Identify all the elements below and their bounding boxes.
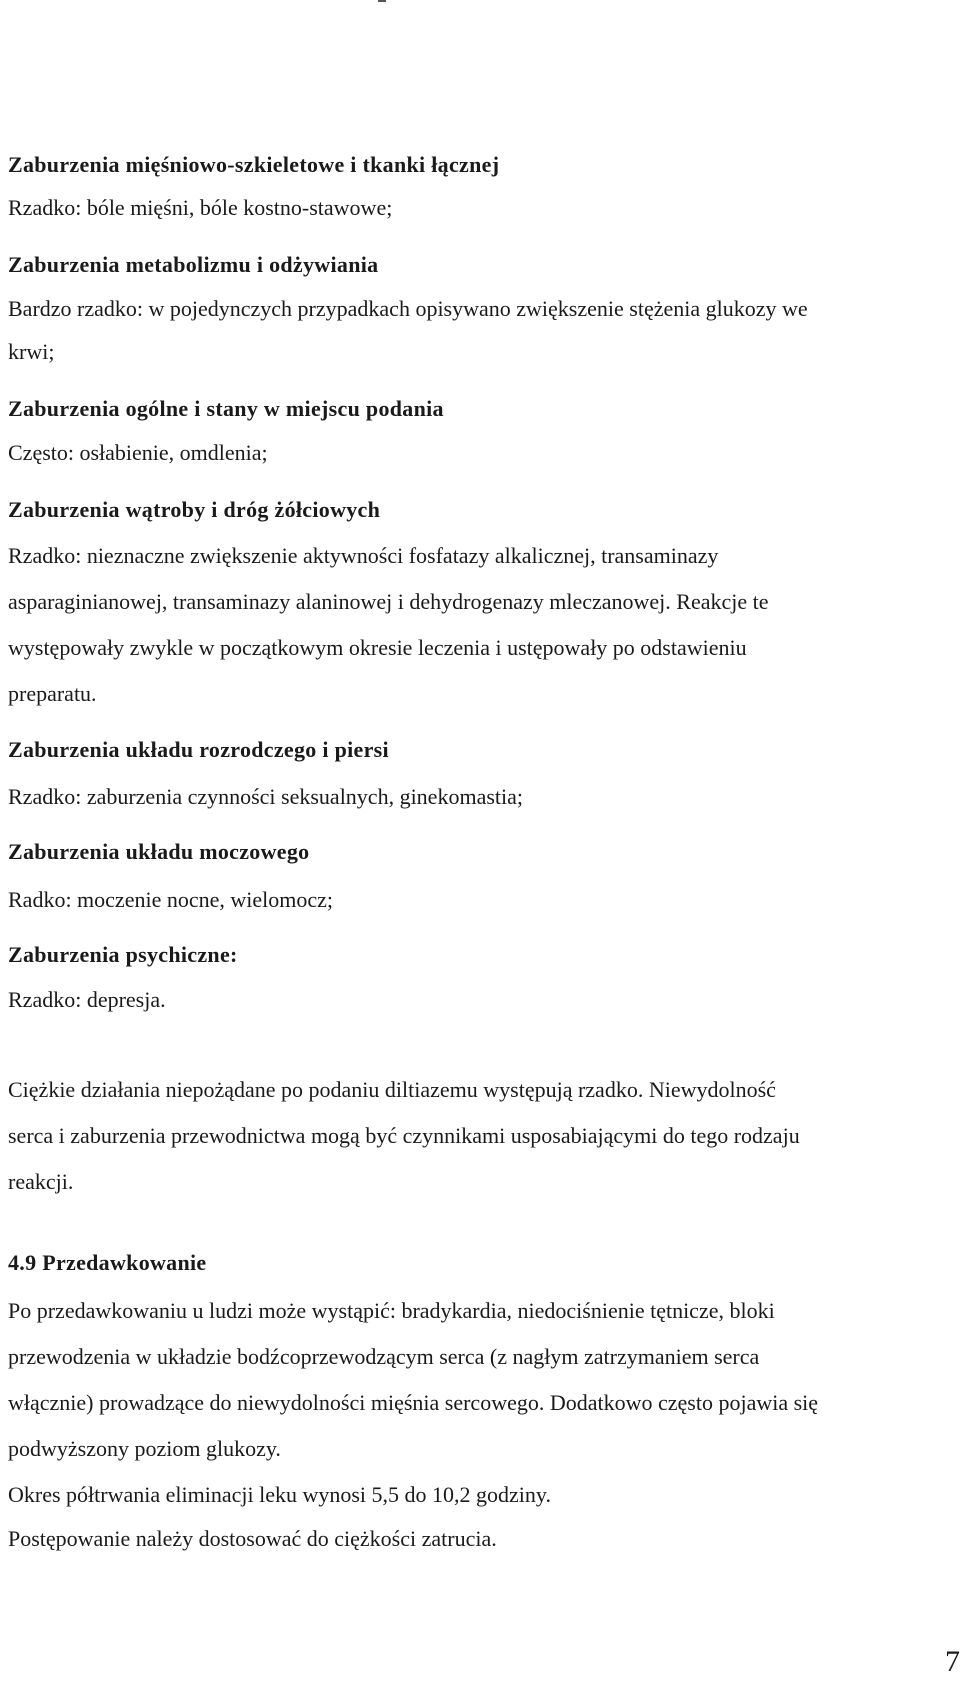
overdose-text-2: przewodzenia w układzie bodźcoprzewodzącym serca (z nagłym zatrzymaniem serca bbox=[8, 1344, 760, 1369]
page-number: 7 bbox=[945, 1645, 960, 1678]
overdose-heading: 4.9 Przedawkowanie bbox=[8, 1250, 207, 1275]
severe-paragraph-line-1: Ciężkie działania niepożądane po podaniu diltiazemu występują rzadko. Niewydolność bbox=[8, 1077, 776, 1102]
section-text-liver-4: preparatu. bbox=[8, 681, 97, 706]
section-text-metabolism-2: krwi; bbox=[8, 339, 55, 364]
section-heading-reproductive: Zaburzenia układu rozrodczego i piersi bbox=[8, 737, 389, 762]
section-heading-urinary: Zaburzenia układu moczowego bbox=[8, 839, 310, 864]
section-text-liver-1: Rzadko: nieznaczne zwiększenie aktywności fosfatazy alkalicznej, transaminazy bbox=[8, 543, 719, 568]
section-heading-metabolism: Zaburzenia metabolizmu i odżywiania bbox=[8, 252, 379, 277]
overdose-text-3: włącznie) prowadzące do niewydolności mięśnia sercowego. Dodatkowo często pojawia się bbox=[8, 1390, 819, 1415]
section-heading-psychiatric: Zaburzenia psychiczne: bbox=[8, 942, 238, 967]
section-text-musculoskeletal: Rzadko: bóle mięśni, bóle kostno-stawowe; bbox=[8, 195, 393, 220]
overdose-text-1: Po przedawkowaniu u ludzi może wystąpić: bradykardia, niedociśnienie tętnicze, bloki bbox=[8, 1298, 775, 1323]
section-text-metabolism-1: Bardzo rzadko: w pojedynczych przypadkach opisywano zwiększenie stężenia glukozy we bbox=[8, 296, 808, 321]
section-text-urinary: Radko: moczenie nocne, wielomocz; bbox=[8, 887, 333, 912]
section-text-general: Często: osłabienie, omdlenia; bbox=[8, 440, 268, 465]
section-text-psychiatric: Rzadko: depresja. bbox=[8, 987, 166, 1012]
severe-paragraph-line-2: serca i zaburzenia przewodnictwa mogą być czynnikami usposabiającymi do tego rodzaju bbox=[8, 1123, 800, 1148]
section-heading-general: Zaburzenia ogólne i stany w miejscu podania bbox=[8, 396, 444, 421]
section-heading-musculoskeletal: Zaburzenia mięśniowo-szkieletowe i tkanki łącznej bbox=[8, 152, 500, 177]
overdose-text-4: podwyższony poziom glukozy. bbox=[8, 1436, 281, 1461]
severe-paragraph-line-3: reakcji. bbox=[8, 1169, 74, 1194]
overdose-text-6: Postępowanie należy dostosować do ciężkości zatrucia. bbox=[8, 1526, 497, 1551]
scan-mark bbox=[378, 0, 386, 2]
section-text-liver-3: występowały zwykle w początkowym okresie leczenia i ustępowały po odstawieniu bbox=[8, 635, 747, 660]
overdose-text-5: Okres półtrwania eliminacji leku wynosi 5,5 do 10,2 godziny. bbox=[8, 1482, 551, 1507]
section-heading-liver: Zaburzenia wątroby i dróg żółciowych bbox=[8, 497, 381, 522]
section-text-liver-2: asparaginianowej, transaminazy alaninowej i dehydrogenazy mleczanowej. Reakcje te bbox=[8, 589, 769, 614]
section-text-reproductive: Rzadko: zaburzenia czynności seksualnych, ginekomastia; bbox=[8, 784, 523, 809]
